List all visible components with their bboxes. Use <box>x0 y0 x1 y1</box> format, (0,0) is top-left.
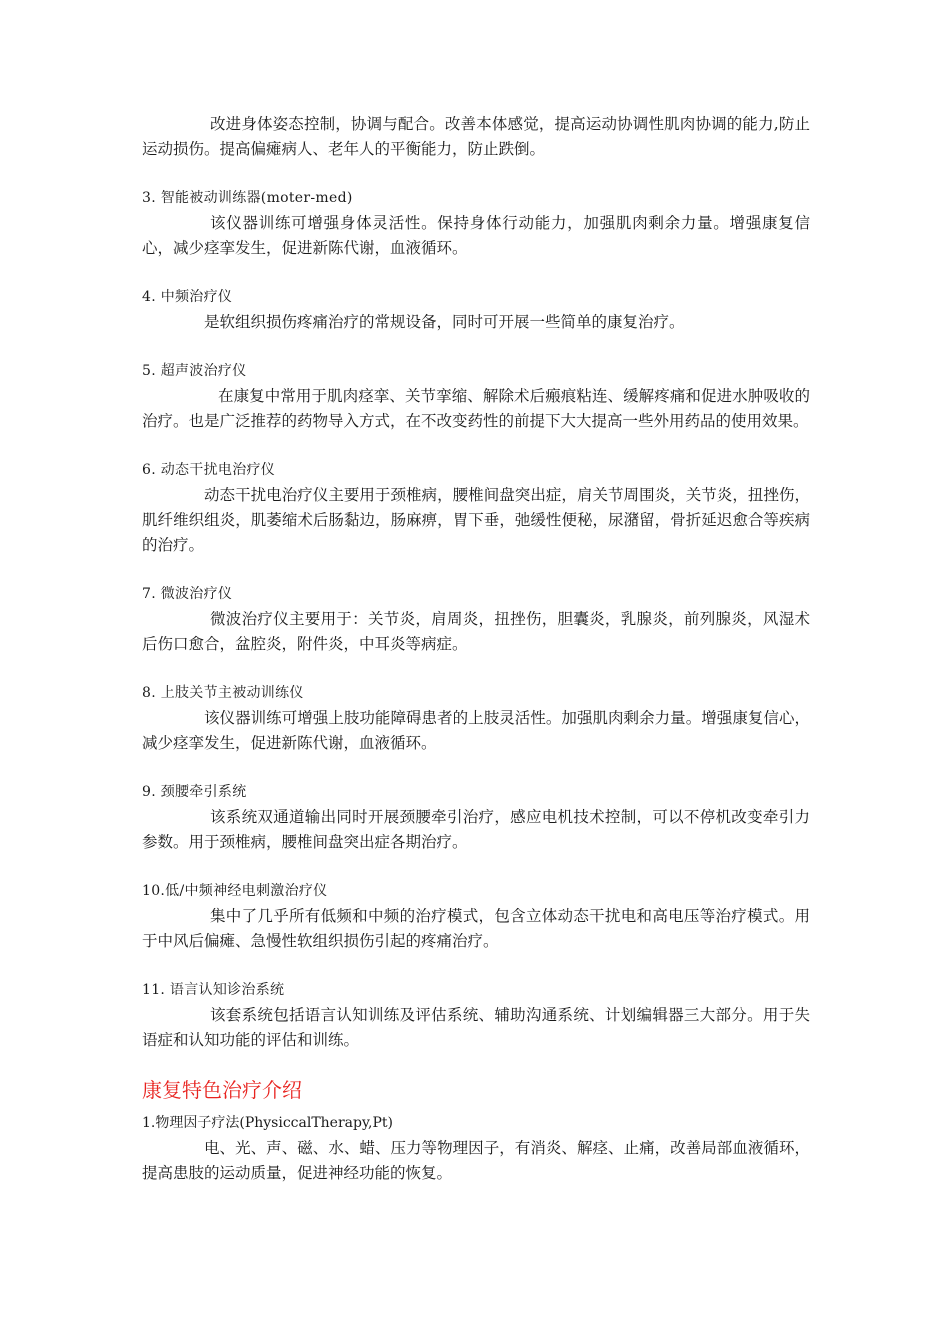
equipment-item-3 <box>142 186 810 261</box>
section-sub-heading: 1.物理因子疗法(PhysiccalTherapy,Pt) <box>142 1115 393 1131</box>
equipment-item-5 <box>142 359 810 434</box>
equipment-item-6 <box>142 458 810 558</box>
item-text: 动态干扰电治疗仪主要用于颈椎病，腰椎间盘突出症，肩关节周围炎，关节炎，扭挫伤，肌纤维织组炎，肌萎缩术后肠黏边，肠麻痹，胃下垂，弛缓性便秘，尿潴留，骨折延迟愈合等疾病的治疗。 <box>142 486 810 554</box>
item-heading: 4. 中频治疗仪 <box>142 289 233 305</box>
item-heading: 11. 语言认知诊治系统 <box>142 982 285 998</box>
intro-paragraph: 改进身体姿态控制，协调与配合。改善本体感觉，提高运动协调性肌肉协调的能力,防止运动损伤。提高偏瘫病人、老年人的平衡能力，防止跌倒。 <box>142 115 810 158</box>
item-text: 是软组织损伤疼痛治疗的常规设备，同时可开展一些简单的康复治疗。 <box>204 313 685 331</box>
equipment-item-10 <box>142 879 810 954</box>
equipment-item-11 <box>142 978 810 1053</box>
equipment-item-4 <box>142 285 810 335</box>
document-page <box>142 112 810 1186</box>
item-text: 微波治疗仪主要用于：关节炎，肩周炎，扭挫伤，胆囊炎，乳腺炎，前列腺炎，风湿术后伤口愈合，盆腔炎，附件炎，中耳炎等病症。 <box>142 610 810 653</box>
item-text: 集中了几乎所有低频和中频的治疗模式，包含立体动态干扰电和高电压等治疗模式。用于中风后偏瘫、急慢性软组织损伤引起的疼痛治疗。 <box>142 907 810 950</box>
item-heading: 3. 智能被动训练器(moter-med) <box>142 190 353 206</box>
item-text: 该仪器训练可增强上肢功能障碍患者的上肢灵活性。加强肌肉剩余力量。增强康复信心，减少痉挛发生，促进新陈代谢，血液循环。 <box>142 709 810 752</box>
equipment-item-7 <box>142 582 810 657</box>
section-title: 康复特色治疗介绍 <box>142 1078 302 1102</box>
item-heading: 10.低/中频神经电刺激治疗仪 <box>142 883 328 899</box>
item-heading: 6. 动态干扰电治疗仪 <box>142 462 276 478</box>
item-text: 该仪器训练可增强身体灵活性。保持身体行动能力，加强肌肉剩余力量。增强康复信心，减少痉挛发生，促进新陈代谢，血液循环。 <box>142 214 810 257</box>
equipment-item-9 <box>142 780 810 855</box>
equipment-item-8 <box>142 681 810 756</box>
item-heading: 5. 超声波治疗仪 <box>142 363 247 379</box>
item-text: 该系统双通道输出同时开展颈腰牵引治疗，感应电机技术控制，可以不停机改变牵引力参数。用于颈椎病，腰椎间盘突出症各期治疗。 <box>142 808 810 851</box>
section-text: 电、光、声、磁、水、蜡、压力等物理因子，有消炎、解痉、止痛，改善局部血液循环，提高患肢的运动质量，促进神经功能的恢复。 <box>142 1139 810 1182</box>
item-heading: 8. 上肢关节主被动训练仪 <box>142 685 304 701</box>
item-heading: 9. 颈腰牵引系统 <box>142 784 247 800</box>
item-heading: 7. 微波治疗仪 <box>142 586 233 602</box>
item-text: 在康复中常用于肌肉痉挛、关节挛缩、解除术后瘢痕粘连、缓解疼痛和促进水肿吸收的治疗。也是广泛推荐的药物导入方式，在不改变药性的前提下大大提高一些外用药品的使用效果。 <box>142 387 810 430</box>
item-text: 该套系统包括语言认知训练及评估系统、辅助沟通系统、计划编辑器三大部分。用于失语症和认知功能的评估和训练。 <box>142 1006 810 1049</box>
